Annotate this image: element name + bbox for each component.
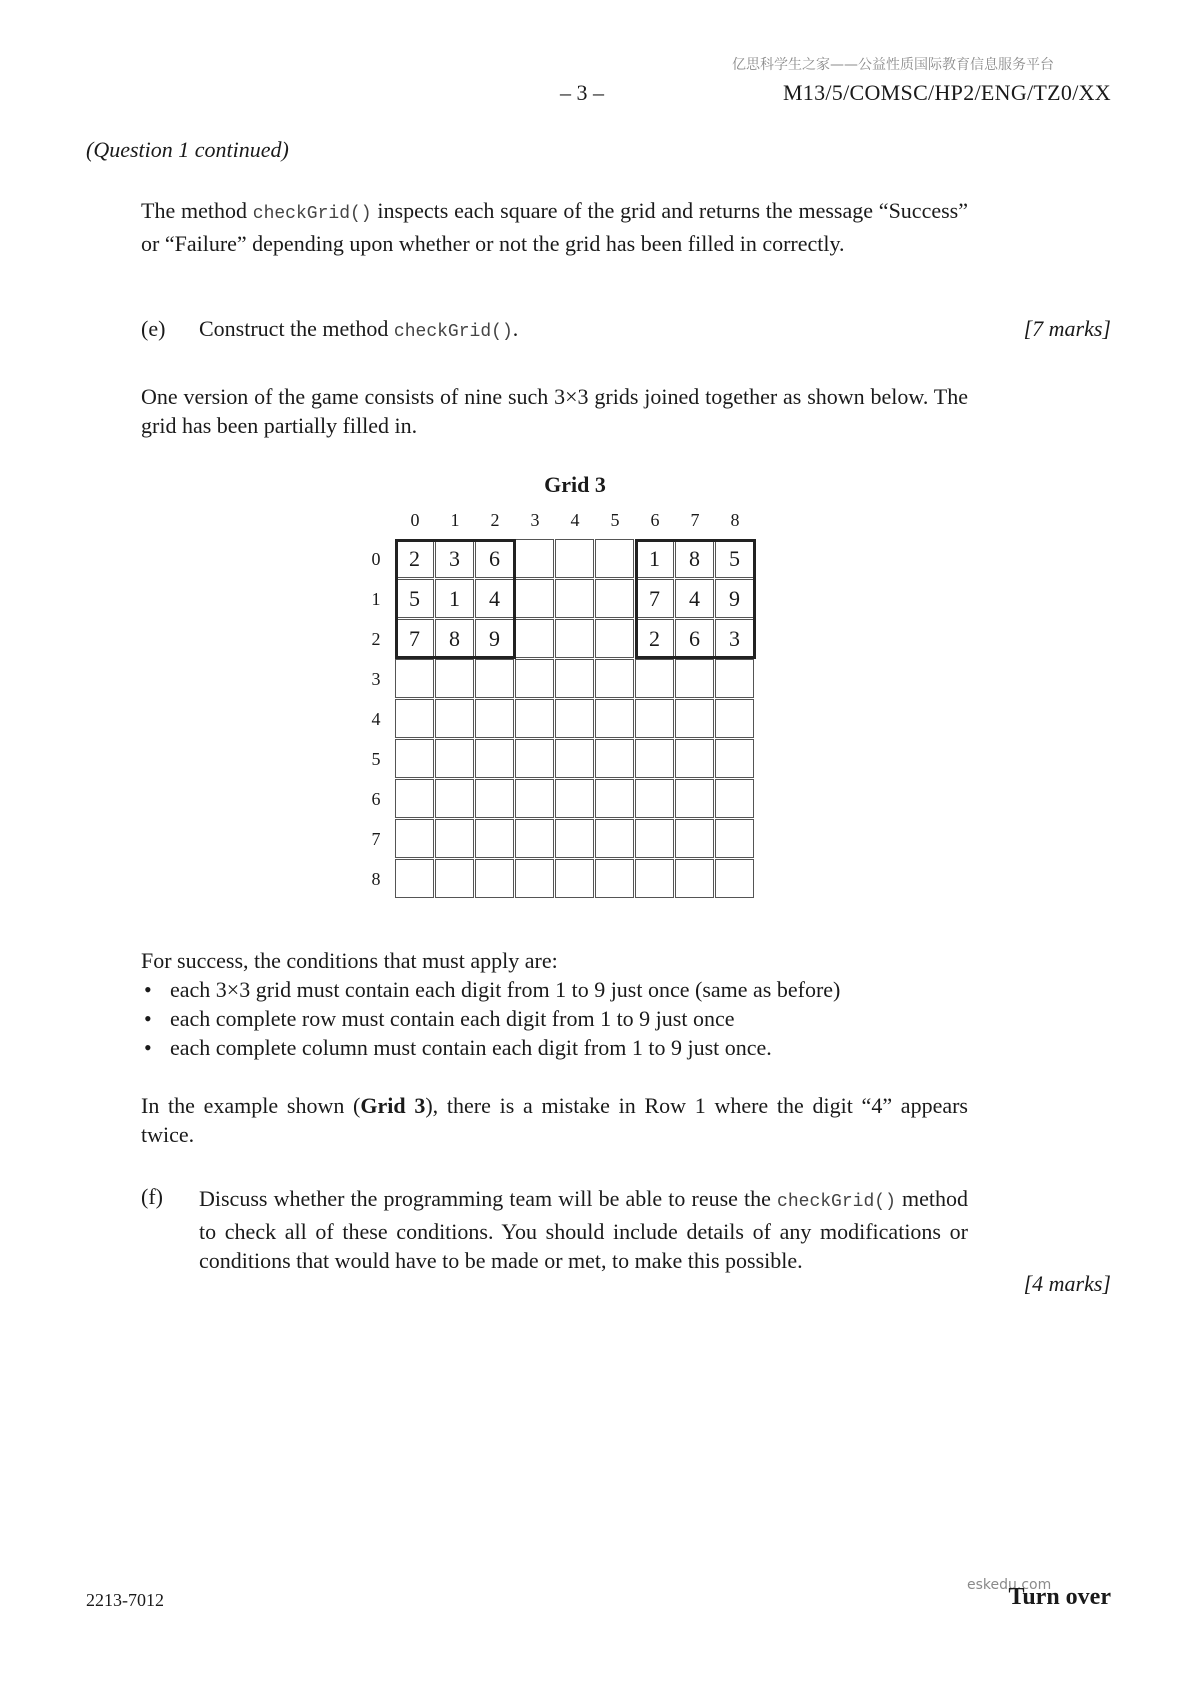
grid-col-header: 1 — [450, 510, 460, 530]
grid-cell — [555, 579, 594, 618]
grid-cell — [555, 539, 594, 578]
part-f-marks: [4 marks] — [1023, 1271, 1111, 1296]
part-e-method: checkGrid() — [393, 322, 513, 342]
grid-col-header: 8 — [730, 510, 740, 530]
grid-cell — [715, 819, 754, 858]
grid-cell — [595, 539, 634, 578]
grid-cell — [555, 819, 594, 858]
intro-method: checkGrid() — [252, 204, 372, 224]
grid-cell — [635, 779, 674, 818]
grid-cell — [595, 779, 634, 818]
grid-cell — [595, 619, 634, 658]
grid-cell — [395, 779, 434, 818]
grid-col-header: 6 — [650, 510, 660, 530]
grid-cell — [715, 659, 754, 698]
grid-cell — [435, 699, 474, 738]
conditions-list — [141, 975, 968, 1062]
grid-cell: 1 — [635, 539, 674, 578]
grid-cell — [395, 699, 434, 738]
grid-cell — [635, 739, 674, 778]
page-number: – 3 – — [560, 80, 604, 105]
grid-cell: 8 — [435, 619, 474, 658]
grid-cell — [675, 699, 714, 738]
condition-item: • each complete row must contain each digit from 1 to 9 just once — [144, 1006, 735, 1031]
example-grid-ref: Grid 3 — [360, 1093, 426, 1118]
grid-cell — [555, 699, 594, 738]
example-text-2: ), there is a mistake in Row 1 where the digit “4” appears twice. — [141, 1093, 968, 1147]
version-paragraph: One version of the game consists of nine such 3×3 grids joined together as shown below. The grid has been partially filled in. — [141, 384, 968, 438]
grid-cell — [395, 859, 434, 898]
grid-row-header: 8 — [371, 869, 381, 889]
conditions-heading: For success, the conditions that must apply are: — [141, 948, 558, 973]
grid-cell — [675, 739, 714, 778]
grid-cell — [595, 819, 634, 858]
grid-cell — [595, 659, 634, 698]
grid-cell — [635, 819, 674, 858]
grid-cell — [555, 659, 594, 698]
grid-row-header: 4 — [371, 709, 381, 729]
grid-cell — [475, 739, 514, 778]
grid-cell — [475, 819, 514, 858]
grid-cell: 9 — [475, 619, 514, 658]
grid-cell: 1 — [435, 579, 474, 618]
grid-cell — [515, 699, 554, 738]
example-paragraph — [141, 1091, 968, 1149]
grid-cell — [555, 739, 594, 778]
grid-row-header: 3 — [371, 669, 381, 689]
grid-cell — [555, 859, 594, 898]
grid-cell: 8 — [675, 539, 714, 578]
condition-item: • each 3×3 grid must contain each digit from 1 to 9 just once (same as before) — [144, 977, 841, 1002]
grid-cell — [595, 699, 634, 738]
paper-code: M13/5/COMSC/HP2/ENG/TZ0/XX — [782, 80, 1111, 105]
question-continued: (Question 1 continued) — [86, 137, 289, 162]
intro-text-1: The method — [141, 198, 253, 223]
part-f-text-1: Discuss whether the programming team will be able to reuse the — [199, 1186, 778, 1211]
grid-cell — [635, 859, 674, 898]
grid-cell — [515, 739, 554, 778]
grid-cell: 6 — [675, 619, 714, 658]
grid-row-header: 5 — [371, 749, 381, 769]
grid-cell: 2 — [395, 539, 434, 578]
grid-cell — [475, 659, 514, 698]
grid-cell — [515, 579, 554, 618]
grid-cell — [715, 779, 754, 818]
grid-cell — [595, 739, 634, 778]
grid-cell: 6 — [475, 539, 514, 578]
grid-row-header: 6 — [371, 789, 381, 809]
grid-cell — [515, 859, 554, 898]
grid-row-header: 1 — [371, 589, 381, 609]
grid-col-header: 3 — [530, 510, 540, 530]
grid-cell — [435, 659, 474, 698]
part-e-label: (e) — [141, 316, 166, 341]
part-f-question — [199, 1184, 968, 1275]
grid-cell — [555, 779, 594, 818]
grid-cell — [515, 779, 554, 818]
grid-cell — [595, 579, 634, 618]
condition-item: • each complete column must contain each digit from 1 to 9 just once. — [144, 1035, 772, 1060]
grid-cell: 7 — [635, 579, 674, 618]
grid-row-header: 2 — [371, 629, 381, 649]
grid-cell — [675, 659, 714, 698]
grid-cell — [395, 819, 434, 858]
grid-cell — [675, 859, 714, 898]
grid-cell — [435, 739, 474, 778]
header-watermark: 亿思科学生之家——公益性质国际教育信息服务平台 — [732, 57, 1054, 73]
footer-watermark: eskedu.com — [967, 1577, 1052, 1593]
grid-cell: 2 — [635, 619, 674, 658]
grid-cell — [395, 659, 434, 698]
grid-cell — [515, 819, 554, 858]
part-f-text-2: method to check all of these conditions. You should include details of any modifications or conditions that would have to be made or met, to make this possible. — [199, 1186, 968, 1273]
part-e-marks: [7 marks] — [1023, 316, 1111, 341]
grid-cell — [475, 699, 514, 738]
grid-cell: 5 — [395, 579, 434, 618]
grid-cell — [635, 699, 674, 738]
grid-cell — [715, 859, 754, 898]
grid-cell — [555, 619, 594, 658]
grid-cell — [595, 859, 634, 898]
intro-text-2: inspects each square of the grid and returns the message “Success” or “Failure” depending upon whether or not the grid has been filled in correctly. — [141, 198, 968, 256]
grid-col-header: 5 — [610, 510, 620, 530]
grid-col-header: 4 — [570, 510, 580, 530]
part-e-question — [199, 316, 518, 342]
footer-code: 2213-7012 — [86, 1590, 164, 1610]
grid-cell: 5 — [715, 539, 754, 578]
intro-paragraph — [141, 196, 968, 258]
grid-cell — [435, 819, 474, 858]
grid-cell — [435, 859, 474, 898]
grid-col-header: 0 — [410, 510, 420, 530]
grid-cell — [515, 659, 554, 698]
grid-cell — [435, 779, 474, 818]
example-text-1: In the example shown ( — [141, 1093, 361, 1118]
grid-cell: 3 — [715, 619, 754, 658]
grid-row-header: 7 — [371, 829, 381, 849]
grid-cell: 3 — [435, 539, 474, 578]
grid-block-top-right — [635, 539, 756, 659]
grid-cell — [475, 859, 514, 898]
grid-cell — [715, 699, 754, 738]
grid-col-header: 7 — [690, 510, 700, 530]
grid-cell — [675, 819, 714, 858]
grid-block-top-left — [395, 539, 516, 659]
grid-cell — [515, 539, 554, 578]
part-f-label: (f) — [141, 1184, 163, 1209]
grid-cell — [715, 739, 754, 778]
part-f-method: checkGrid() — [777, 1192, 896, 1212]
grid-cell: 7 — [395, 619, 434, 658]
grid-cell — [675, 779, 714, 818]
grid-cell: 4 — [675, 579, 714, 618]
part-e-text-end: . — [512, 316, 519, 341]
turn-over: Turn over — [1008, 1584, 1111, 1610]
grid-title: Grid 3 — [544, 472, 606, 497]
grid-cell — [395, 739, 434, 778]
grid-col-header: 2 — [490, 510, 500, 530]
part-e-text: Construct the method — [199, 316, 394, 341]
grid-cell: 4 — [475, 579, 514, 618]
grid-cell — [635, 659, 674, 698]
grid-cell — [475, 779, 514, 818]
grid-cell — [515, 619, 554, 658]
grid-cell: 9 — [715, 579, 754, 618]
grid-row-header: 0 — [371, 549, 381, 569]
